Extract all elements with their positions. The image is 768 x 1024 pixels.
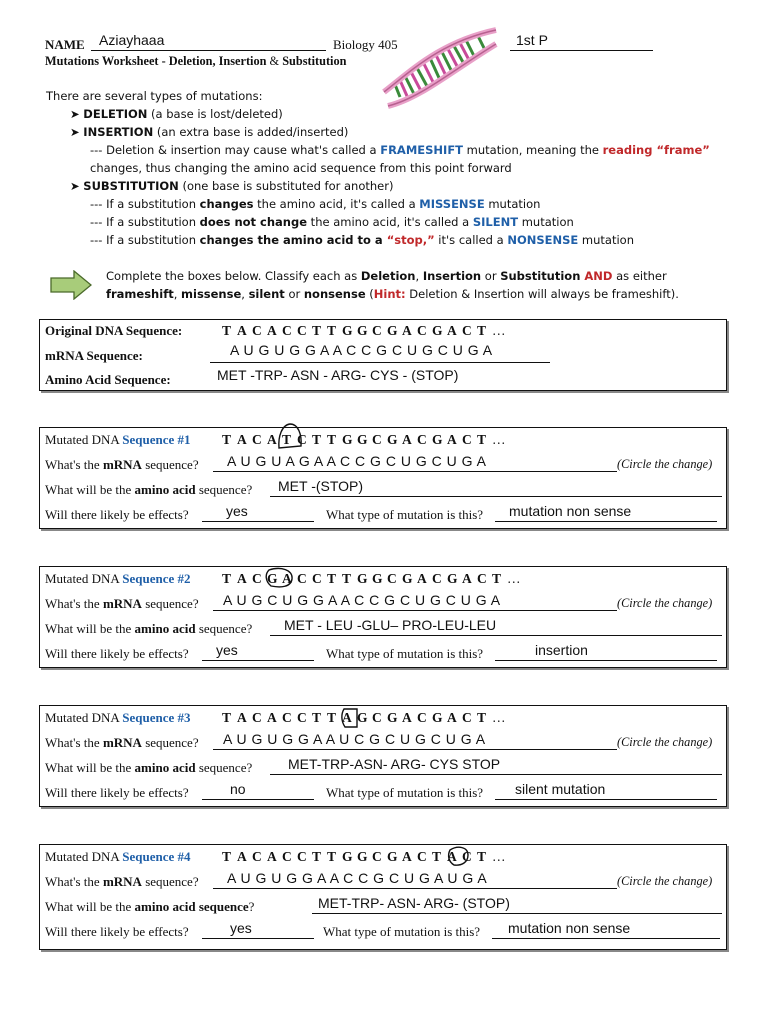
circle-change-hint: (Circle the change) — [617, 457, 713, 471]
change-circle-mark — [265, 567, 295, 589]
mrna-question: What's the mRNA sequence? — [45, 874, 199, 889]
intro-lead: There are several types of mutations: — [46, 89, 263, 103]
effects-question: Will there likely be effects? — [45, 646, 189, 661]
arrow-bullet-icon: ➤ — [70, 107, 84, 121]
mrna-question: What's the mRNA sequence? — [45, 596, 199, 611]
dna-helix-image — [380, 22, 500, 112]
mrna-answer-field[interactable] — [213, 453, 617, 472]
worksheet-title: Mutations Worksheet - Deletion, Insertion & Substitution — [45, 54, 347, 68]
substitution-item: ➤ SUBSTITUTION (one base is substituted for another) — [70, 179, 394, 193]
circle-change-hint: (Circle the change) — [617, 874, 713, 888]
mrna-question: What's the mRNA sequence? — [45, 735, 199, 750]
mutation-box-3 — [39, 705, 727, 807]
amino-acid-answer-field[interactable] — [270, 617, 722, 636]
mutation-box-4 — [39, 844, 727, 950]
mrna-answer-field[interactable] — [213, 731, 617, 750]
amino-acid-answer-field[interactable] — [270, 478, 722, 497]
circle-change-hint: (Circle the change) — [617, 596, 713, 610]
mutated-dna-sequence-2: T A C G A C C T T G G C G A C G A C T … — [222, 571, 521, 586]
original-dna-label: Original DNA Sequence: — [45, 323, 183, 338]
mutation-box-2 — [39, 566, 727, 668]
right-arrow-icon — [50, 270, 92, 300]
insertion-item: ➤ INSERTION (an extra base is added/inserted) — [70, 125, 349, 139]
effects-answer-field[interactable] — [202, 642, 314, 661]
type-question: What type of mutation is this? — [326, 785, 484, 800]
mrna-question: What's the mRNA sequence? — [45, 457, 199, 472]
type-answer-field[interactable] — [495, 642, 717, 661]
name-field[interactable] — [91, 32, 326, 51]
effects-answer: yes — [226, 503, 248, 519]
type-question: What type of mutation is this? — [323, 924, 481, 939]
substitution-nonsense: --- If a substitution changes the amino acid to a “stop,” it's called a NONSENSE mutation — [90, 233, 634, 247]
effects-question: Will there likely be effects? — [45, 924, 189, 939]
mrna-answer: A U G U G G A A C C G C U G A U G A — [227, 870, 488, 886]
amino-acid-answer: MET -(STOP) — [278, 478, 364, 494]
effects-answer-field[interactable] — [202, 503, 314, 522]
name-value: Aziayhaaa — [99, 32, 165, 48]
mrna-field[interactable] — [210, 342, 550, 363]
mutated-dna-label: Mutated DNA Sequence #2 — [45, 571, 191, 586]
amino-acid-label: Amino Acid Sequence: — [45, 372, 171, 387]
amino-acid-question: What will be the amino acid sequence? — [45, 621, 253, 636]
effects-answer-field[interactable] — [202, 920, 314, 939]
amino-acid-question: What will be the amino acid sequence? — [45, 760, 253, 775]
circle-change-hint: (Circle the change) — [617, 735, 713, 749]
mrna-value: A U G U G G A A C C G C U G C U G A — [230, 342, 493, 358]
type-answer-field[interactable] — [492, 920, 720, 939]
mutated-dna-label: Mutated DNA Sequence #1 — [45, 432, 191, 447]
period-field[interactable] — [510, 32, 653, 51]
change-circle-mark — [276, 422, 304, 452]
type-answer-field[interactable] — [495, 781, 717, 800]
effects-answer: yes — [230, 920, 252, 936]
effects-question: Will there likely be effects? — [45, 507, 189, 522]
amino-acid-answer: MET-TRP- ASN- ARG- (STOP) — [318, 895, 510, 911]
deletion-item: ➤ DELETION (a base is lost/deleted) — [70, 107, 283, 121]
mrna-answer: A U G C U G G A A C C G C U G C U G A — [223, 592, 501, 608]
instructions-line1: Complete the boxes below. Classify each as Deletion, Insertion or Substitution AND as either — [106, 269, 667, 283]
type-answer: insertion — [535, 642, 588, 658]
original-sequence-box — [39, 319, 727, 391]
mrna-label: mRNA Sequence: — [45, 348, 143, 363]
effects-answer-field[interactable] — [202, 781, 314, 800]
amino-acid-answer-field[interactable] — [270, 756, 722, 775]
substitution-missense: --- If a substitution changes the amino acid, it's called a MISSENSE mutation — [90, 197, 541, 211]
change-circle-mark — [446, 845, 472, 871]
effects-answer: yes — [216, 642, 238, 658]
type-answer: mutation non sense — [509, 503, 632, 519]
period-value: 1st P — [516, 32, 548, 48]
substitution-silent: --- If a substitution does not change the amino acid, it's called a SILENT mutation — [90, 215, 574, 229]
change-circle-mark — [340, 707, 360, 729]
course-label: Biology 405 — [333, 37, 398, 52]
mrna-answer: A U G U G G A A U C G C U G C U G A — [223, 731, 486, 747]
type-answer: silent mutation — [515, 781, 606, 797]
mutated-dna-label: Mutated DNA Sequence #4 — [45, 849, 191, 864]
mrna-answer-field[interactable] — [213, 870, 617, 889]
arrow-bullet-icon: ➤ — [70, 179, 84, 193]
frameshift-note-line1: --- Deletion & insertion may cause what's called a FRAMESHIFT mutation, meaning the reading “frame” — [90, 143, 710, 157]
effects-answer: no — [230, 781, 246, 797]
type-question: What type of mutation is this? — [326, 507, 484, 522]
type-answer: mutation non sense — [508, 920, 631, 936]
mutation-box-1 — [39, 427, 727, 529]
mutated-dna-sequence-4: T A C A C C T T G G C G A C T A C T … — [222, 849, 506, 864]
mutated-dna-label: Mutated DNA Sequence #3 — [45, 710, 191, 725]
mutated-dna-sequence-3: T A C A C C T T A G C G A C G A C T … — [222, 710, 506, 725]
amino-acid-value[interactable]: MET -TRP- ASN - ARG- CYS - (STOP) — [217, 367, 459, 383]
amino-acid-answer: MET-TRP-ASN- ARG- CYS STOP — [288, 756, 501, 772]
arrow-bullet-icon: ➤ — [70, 125, 84, 139]
effects-question: Will there likely be effects? — [45, 785, 189, 800]
mrna-answer-field[interactable] — [213, 592, 617, 611]
type-answer-field[interactable] — [495, 503, 717, 522]
amino-acid-answer: MET - LEU -GLU– PRO-LEU-LEU — [284, 617, 497, 633]
original-dna-sequence: T A C A C C T T G G C G A C G A C T … — [222, 323, 506, 338]
amino-acid-question: What will be the amino acid sequence? — [45, 482, 253, 497]
type-question: What type of mutation is this? — [326, 646, 484, 661]
mrna-answer: A U G U A G A A C C G C U G C U G A — [227, 453, 487, 469]
frameshift-note-line2: changes, thus changing the amino acid sequence from this point forward — [90, 161, 512, 175]
amino-acid-answer-field[interactable] — [312, 895, 722, 914]
name-label: NAME — [45, 37, 85, 52]
amino-acid-question: What will be the amino acid sequence? — [45, 899, 255, 914]
mutated-dna-sequence-1: T A C A T C T T G G C G A C G A C T … — [222, 432, 506, 447]
instructions-line2: frameshift, missense, silent or nonsense (Hint: Deletion & Insertion will always be frameshift). — [106, 287, 679, 301]
